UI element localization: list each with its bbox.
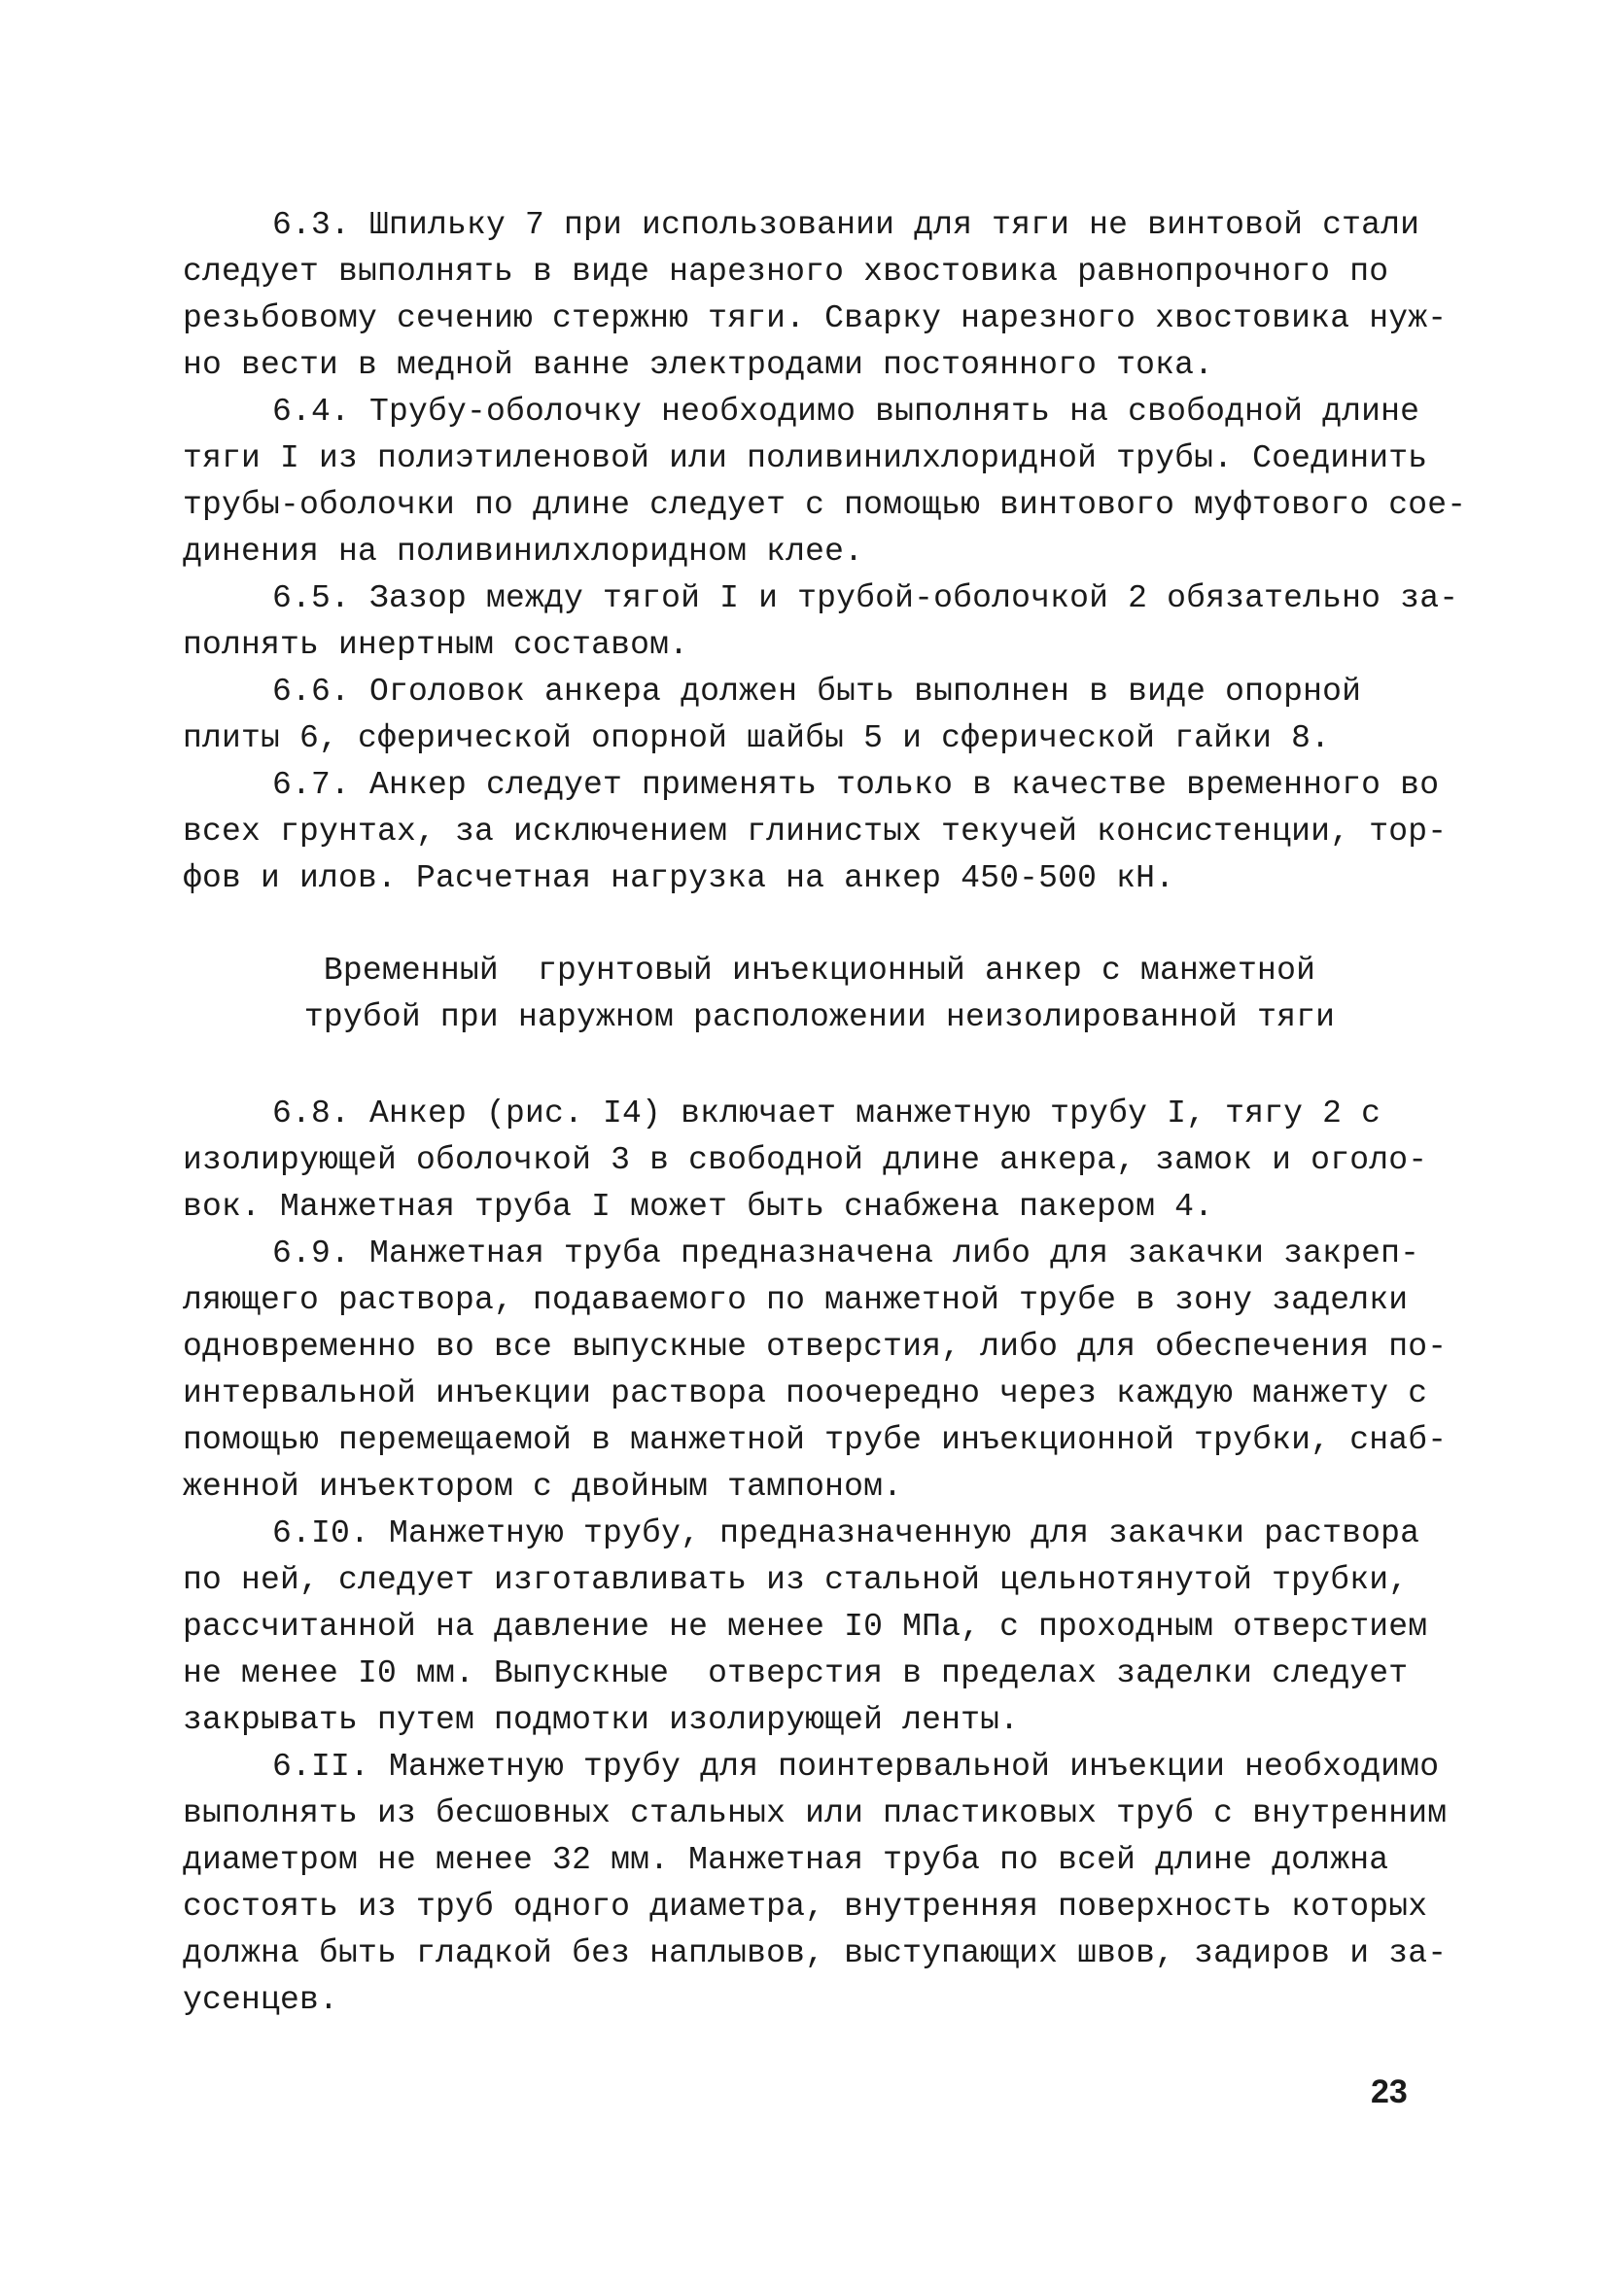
- paragraph-6-5-line: полнять инертным составом.: [183, 627, 689, 663]
- paragraph-6-6-line: 6.6. Оголовок анкера должен быть выполнен в виде опорной: [272, 674, 1362, 710]
- paragraph-6-11-line: усенцев.: [183, 1982, 339, 2018]
- paragraph-6-10-line: закрывать путем подмотки изолирующей ленты.: [183, 1702, 1020, 1738]
- paragraph-6-11-line: должна быть гладкой без наплывов, выступающих швов, задиров и за-: [183, 1935, 1448, 1971]
- paragraph-6-10-line: рассчитанной на давление не менее I0 МПа, с проходным отверстием: [183, 1609, 1428, 1645]
- paragraph-6-5-line: 6.5. Зазор между тягой I и трубой-оболочкой 2 обязательно за-: [272, 580, 1459, 616]
- paragraph-6-3-line: но вести в медной ванне электродами постоянного тока.: [183, 347, 1214, 383]
- paragraph-6-4-line: динения на поливинилхлоридном клее.: [183, 534, 864, 570]
- paragraph-6-4-line: трубы-оболочки по длине следует с помощью винтового муфтового сое-: [183, 487, 1467, 523]
- heading-line: трубой при наружном расположении неизолированной тяги: [303, 999, 1336, 1035]
- paragraph-6-7-line: фов и илов. Расчетная нагрузка на анкер 450-500 кН.: [183, 860, 1175, 896]
- paragraph-6-9-line: помощью перемещаемой в манжетной трубе инъекционной трубки, снаб-: [183, 1422, 1448, 1458]
- paragraph-6-9-line: одновременно во все выпускные отверстия, либо для обеспечения по-: [183, 1329, 1448, 1365]
- paragraph-6-4-line: тяги I из полиэтиленовой или поливинилхлоридной трубы. Соединить: [183, 440, 1428, 476]
- paragraph-6-7-line: всех грунтах, за исключением глинистых текучей консистенции, тор-: [183, 814, 1448, 850]
- paragraph-6-9-line: ляющего раствора, подаваемого по манжетной трубе в зону заделки: [183, 1282, 1409, 1318]
- page-number: 23: [1371, 2073, 1408, 2110]
- paragraph-6-6-line: плиты 6, сферической опорной шайбы 5 и сферической гайки 8.: [183, 720, 1331, 756]
- paragraph-6-9-line: интервальной инъекции раствора поочередно через каждую манжету с: [183, 1375, 1428, 1411]
- paragraph-6-3-line: следует выполнять в виде нарезного хвостовика равнопрочного по: [183, 254, 1389, 290]
- paragraph-6-9-line: 6.9. Манжетная труба предназначена либо для закачки закреп-: [272, 1235, 1420, 1271]
- paragraph-6-11-line: выполнять из бесшовных стальных или пластиковых труб с внутренним: [183, 1795, 1448, 1831]
- paragraph-6-11-line: диаметром не менее 32 мм. Манжетная труба по всей длине должна: [183, 1842, 1389, 1878]
- paragraph-6-9-line: женной инъектором с двойным тампоном.: [183, 1469, 903, 1505]
- paragraph-6-8-line: изолирующей оболочкой 3 в свободной длине анкера, замок и оголо-: [183, 1142, 1428, 1178]
- paragraph-6-3-line: 6.3. Шпильку 7 при использовании для тяги не винтовой стали: [272, 207, 1420, 243]
- paragraph-6-3-line: резьбовому сечению стержню тяги. Сварку нарезного хвостовика нуж-: [183, 300, 1448, 336]
- section-6-3-to-6-7: [183, 202, 1467, 902]
- paragraph-6-10-line: не менее I0 мм. Выпускные отверстия в пределах заделки следует: [183, 1655, 1409, 1691]
- paragraph-6-4-line: 6.4. Трубу-оболочку необходимо выполнять на свободной длине: [272, 394, 1420, 430]
- paragraph-6-11-line: состоять из труб одного диаметра, внутренняя поверхность которых: [183, 1889, 1428, 1925]
- paragraph-6-10-line: 6.I0. Манжетную трубу, предназначенную для закачки раствора: [272, 1515, 1420, 1551]
- paragraph-6-7-line: 6.7. Анкер следует применять только в качестве временного во: [272, 767, 1440, 803]
- section-heading: [183, 948, 1456, 1041]
- paragraph-6-8-line: вок. Манжетная труба I может быть снабжена пакером 4.: [183, 1189, 1214, 1225]
- section-6-8-to-6-11: [183, 1091, 1456, 2024]
- paragraph-6-11-line: 6.II. Манжетную трубу для поинтервальной инъекции необходимо: [272, 1749, 1440, 1785]
- paragraph-6-8-line: 6.8. Анкер (рис. I4) включает манжетную трубу I, тягу 2 с: [272, 1096, 1381, 1131]
- heading-line: Временный грунтовый инъекционный анкер с манжетной: [323, 953, 1316, 989]
- paragraph-6-10-line: по ней, следует изготавливать из стальной цельнотянутой трубки,: [183, 1562, 1409, 1598]
